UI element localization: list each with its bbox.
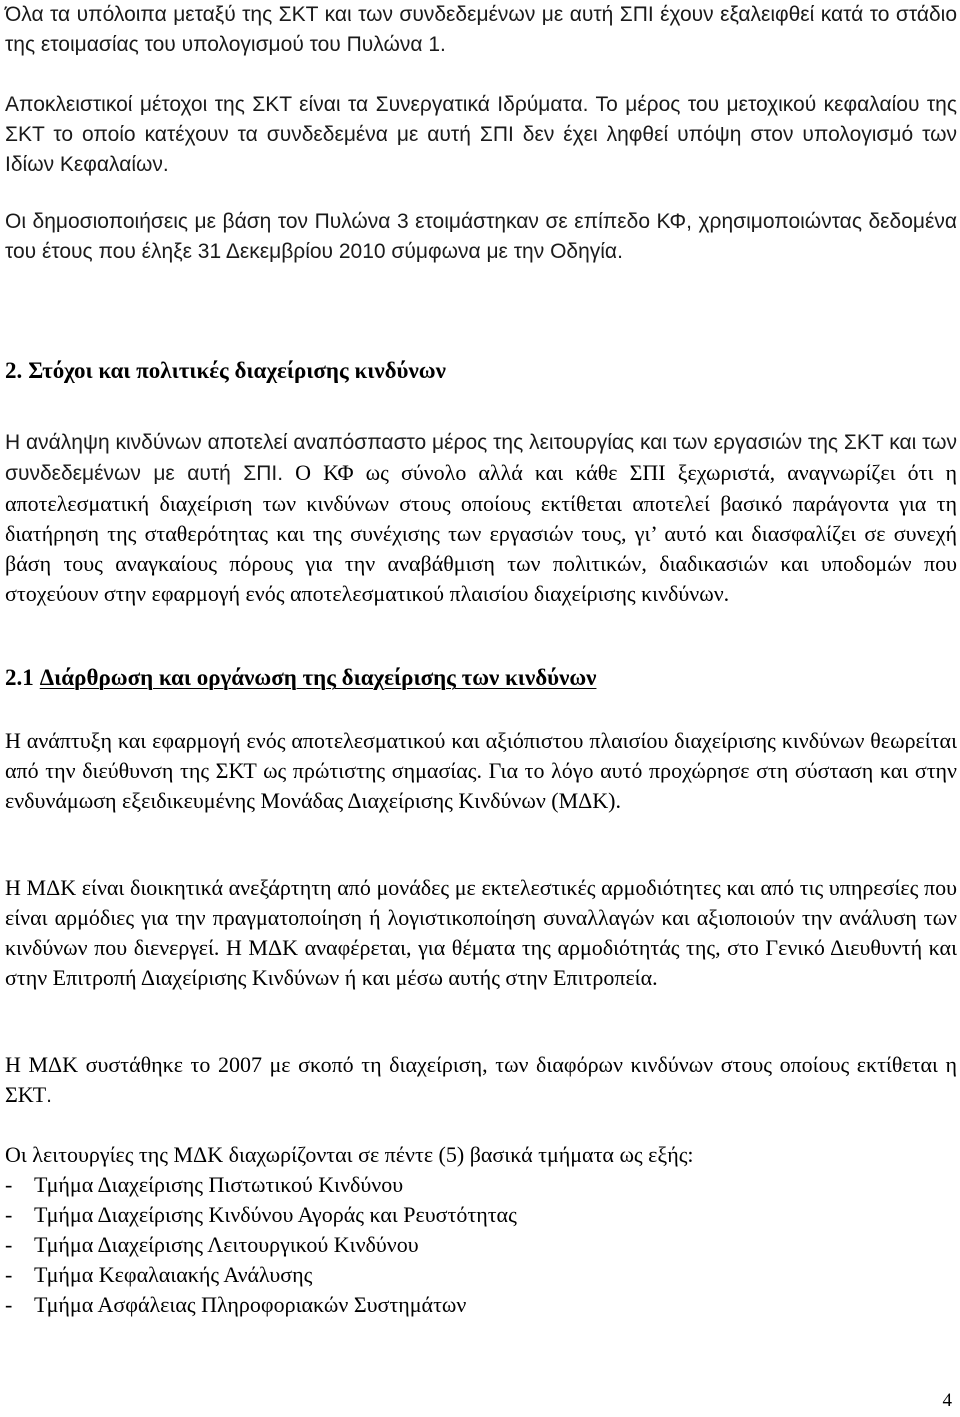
list-dash: - — [5, 1262, 13, 1287]
section-2-body-part2: Ο ΚΦ ως σύνολο αλλά και κάθε ΣΠΙ ξεχωριστά, αναγνωρίζει ότι η αποτελεσματική διαχείριση των κινδύνων στους οποίους εκτίθεται αποτελεί βασικό παράγοντα για τη διατήρηση της σταθερότητας και της συνέχισης των εργασιών τους, γι’ αυτό και διασφαλίζει σε συνεχή βάση τους αναγκαίους πόρους για την αναβάθμιση των πολιτικών, διαδικασιών και υποδομών που στοχεύουν στην εφαρμογή ενός αποτελεσματικού πλαισίου διαχείρισης κινδύνων. — [5, 460, 957, 606]
list-dash: - — [5, 1232, 13, 1257]
intro-paragraph-3: Οι δημοσιοποιήσεις με βάση τον Πυλώνα 3 ετοιμάστηκαν σε επίπεδο ΚΦ, χρησιμοποιώντας δεδομένα του έτους που έληξε 31 Δεκεμβρίου 2010 σύμφωνα με την Οδηγία. — [5, 210, 957, 263]
section-2-body — [5, 427, 957, 609]
intro-paragraph-1: Όλα τα υπόλοιπα μεταξύ της ΣΚΤ και των συνδεδεμένων με αυτή ΣΠΙ έχουν εξαλειφθεί κατά το στάδιο της ετοιμασίας του υπολογισμού του Πυλώνα 1. — [5, 3, 957, 56]
departments-list — [5, 1170, 517, 1320]
list-item-label: Τμήμα Διαχείρισης Κινδύνου Αγοράς και Ρευστότητας — [34, 1202, 517, 1227]
section-2-1-paragraph-2 — [5, 873, 957, 993]
list-item — [5, 1170, 517, 1200]
list-dash: - — [5, 1292, 13, 1317]
intro-paragraph-2: Αποκλειστικοί μέτοχοι της ΣΚΤ είναι τα Συνεργατικά Ιδρύματα. Το μέρος του μετοχικού κεφαλαίου της ΣΚΤ το οποίο κατέχουν τα συνδεδεμένα με αυτή ΣΠΙ δεν έχει ληφθεί υπόψη στον υπολογισμό των Ιδίων Κεφαλαίων. — [5, 93, 957, 176]
list-item-label: Τμήμα Διαχείρισης Λειτουργικού Κινδύνου — [34, 1232, 419, 1257]
section-2-1-paragraph-3-part1: Η ΜΔΚ συστάθηκε το 2007 με σκοπό τη διαχείριση, των διαφόρων κινδύνων στους οποίους εκτίθεται η ΣΚΤ — [5, 1052, 957, 1107]
section-2-1-paragraph-4: Οι λειτουργίες της ΜΔΚ διαχωρίζονται σε πέντε (5) βασικά τμήματα ως εξής: — [5, 1142, 694, 1167]
section-2-1-title: Διάρθρωση και οργάνωση της διαχείρισης των κινδύνων — [39, 665, 597, 690]
list-dash: - — [5, 1202, 13, 1227]
section-2-1-paragraph-2-part2: Η ΜΔΚ αναφέρεται, για θέματα της αρμοδιότητάς της, στο Γενικό Διευθυντή και στην Επιτροπή Διαχείρισης Κινδύνων ή και μέσω αυτής στην Επιτροπεία. — [5, 935, 957, 990]
section-2-number: 2. — [5, 358, 23, 383]
section-2-body-part1: Η ανάληψη κινδύνων αποτελεί αναπόσπαστο μέρος της λειτουργίας και των εργασιών της ΣΚΤ και των συνδεδεμένων με αυτή ΣΠΙ. — [5, 431, 957, 485]
section-2-1-paragraph-1-part2: Για το λόγο αυτό προχώρησε στη σύσταση και στην ενδυνάμωση εξειδικευμένης Μονάδας Διαχείρισης Κινδύνων (ΜΔΚ). — [5, 758, 957, 813]
list-item — [5, 1200, 517, 1230]
section-2-1-number: 2.1 — [5, 665, 34, 690]
section-2-1-paragraph-2-part1: Η ΜΔΚ είναι διοικητικά ανεξάρτητη από μονάδες με εκτελεστικές αρμοδιότητες και από τις υπηρεσίες που είναι αρμόδιες για την πραγματοποίηση ή λογιστικοποίηση συναλλαγών και αξιοποιούν την ανάλυση των κινδύνων που διενεργεί. — [5, 875, 957, 960]
list-item — [5, 1290, 517, 1320]
list-item-label: Τμήμα Ασφάλειας Πληροφοριακών Συστημάτων — [34, 1292, 467, 1317]
page-number: 4 — [942, 1390, 952, 1411]
section-2-1-heading — [5, 663, 596, 693]
section-2-1-paragraph-3-part2: . — [46, 1084, 53, 1107]
list-item — [5, 1260, 517, 1290]
section-2-heading — [5, 356, 446, 386]
list-item — [5, 1230, 517, 1260]
list-item-label: Τμήμα Κεφαλαιακής Ανάλυσης — [34, 1262, 313, 1287]
section-2-title: Στόχοι και πολιτικές διαχείρισης κινδύνων — [28, 358, 446, 383]
section-2-1-paragraph-1-part1: Η ανάπτυξη και εφαρμογή ενός αποτελεσματικού και αξιόπιστου πλαισίου διαχείρισης κινδύνων θεωρείται από την διεύθυνση της ΣΚΤ ως πρώτιστης σημασίας. — [5, 728, 957, 783]
section-2-1-paragraph-1 — [5, 726, 957, 816]
list-item-label: Τμήμα Διαχείρισης Πιστωτικού Κινδύνου — [34, 1172, 404, 1197]
list-dash: - — [5, 1172, 13, 1197]
section-2-1-paragraph-3 — [5, 1050, 957, 1111]
